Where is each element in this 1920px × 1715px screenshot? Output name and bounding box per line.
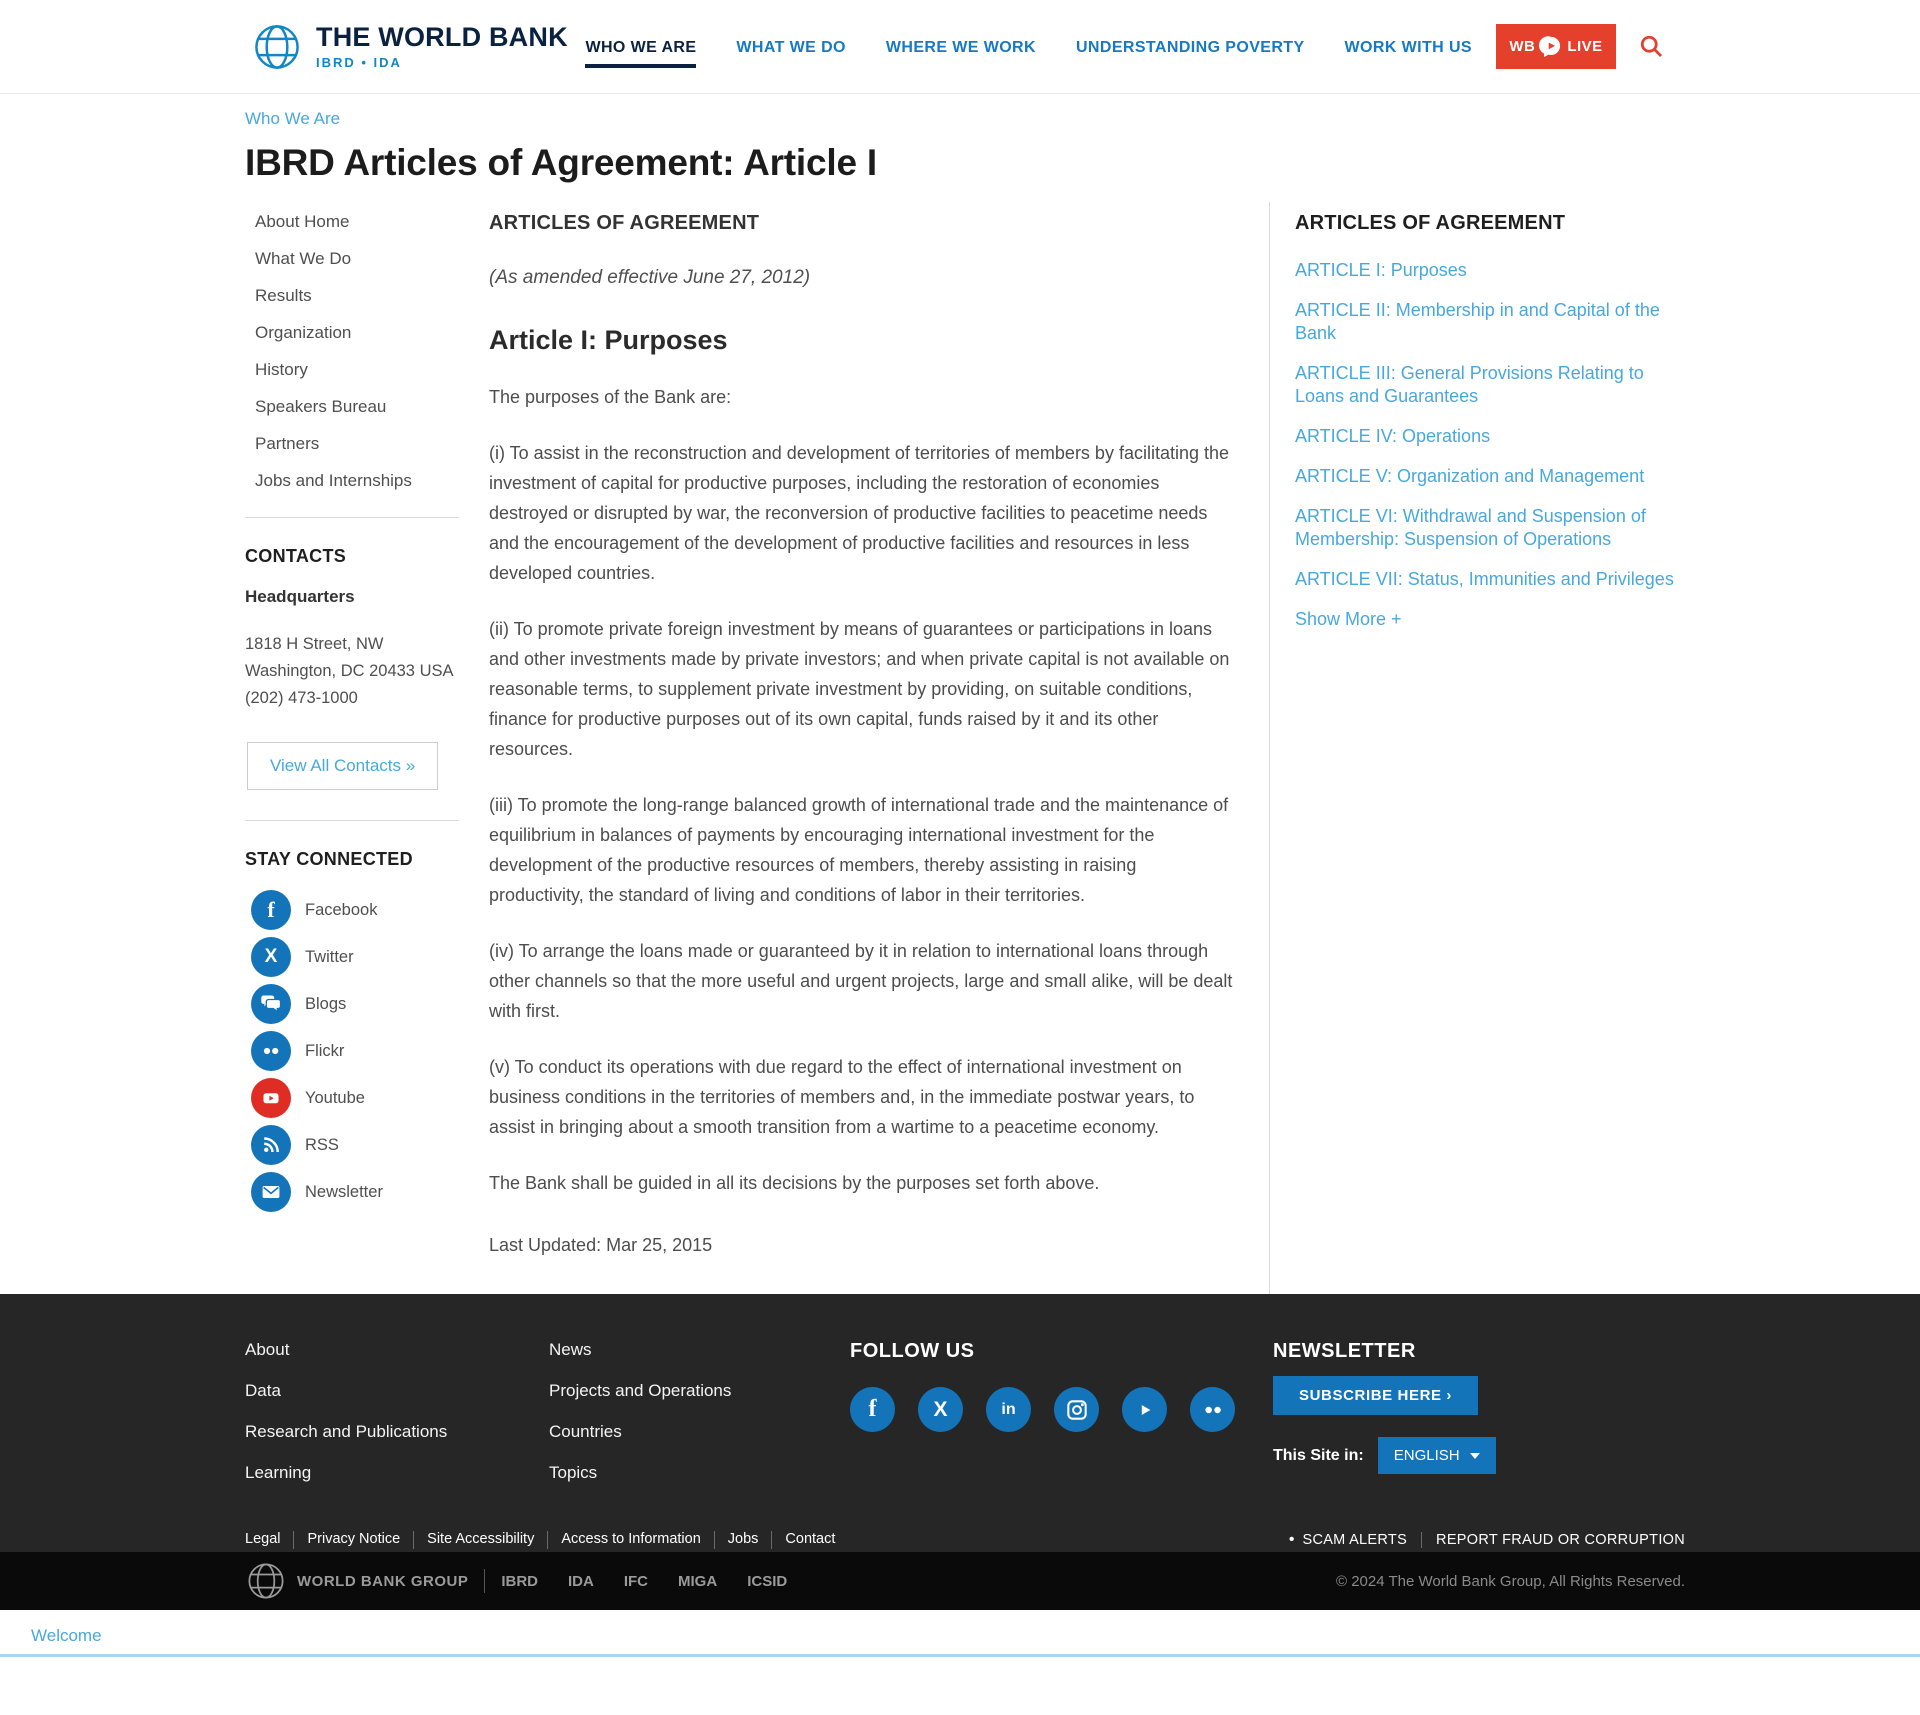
articles-heading: ARTICLES OF AGREEMENT [1295, 212, 1566, 234]
view-all-contacts-button[interactable]: View All Contacts » [247, 742, 438, 790]
report-fraud-link[interactable]: REPORT FRAUD OR CORRUPTION [1436, 1532, 1685, 1548]
sidebar-item-organization[interactable]: Organization [255, 323, 352, 342]
footer-column-2 [549, 1340, 850, 1504]
sidebar-item-speakers-bureau[interactable]: Speakers Bureau [255, 397, 387, 416]
site-footer [0, 1294, 1920, 1552]
paragraph-i: (i) To assist in the reconstruction and development of territories of members by facilitating the investment of capital for productive purposes, including the restoration of economies destroyed or disrupted by war, the reconversion of productive facilities to peacetime needs and the encouragement of the development of productive facilities and resources in less developed countries. [489, 443, 1230, 583]
site-accessibility-link[interactable]: Site Accessibility [414, 1531, 548, 1549]
contact-address-line1: 1818 H Street, NW [245, 635, 384, 653]
copyright-text: © 2024 The World Bank Group, All Rights Reserved. [1335, 1572, 1685, 1590]
article-link-6[interactable]: ARTICLE VI: Withdrawal and Suspension of Membership: Suspension of Operations [1295, 506, 1646, 549]
site-header [0, 0, 1920, 94]
footer-twitter-x-icon[interactable]: X [918, 1387, 963, 1432]
sidebar-item-about-home[interactable]: About Home [255, 212, 350, 231]
twitter-x-icon: X [251, 937, 291, 977]
ifc-link[interactable]: IFC [623, 1572, 649, 1590]
article-link-5[interactable]: ARTICLE V: Organization and Management [1295, 466, 1645, 486]
footer-flickr-icon[interactable] [1190, 1387, 1235, 1432]
stay-connected-heading: STAY CONNECTED [245, 849, 413, 869]
flickr-icon [251, 1031, 291, 1071]
footer-newsletter [1273, 1340, 1685, 1504]
paragraph-v: (v) To conduct its operations with due regard to the effect of international investment on business conditions in the territories of members and, in the immediate postwar years, to assist in bringing about a smooth transition from a wartime to a peacetime economy. [489, 1057, 1195, 1137]
contact-address-line2: Washington, DC 20433 USA [245, 662, 454, 680]
sidebar-item-history[interactable]: History [255, 360, 308, 379]
footer-follow-us [850, 1340, 1273, 1504]
footer-brand-bar [0, 1552, 1920, 1610]
legal-link[interactable]: Legal [245, 1531, 294, 1549]
right-sidebar [1269, 202, 1685, 1294]
social-facebook[interactable]: f Facebook [251, 890, 459, 930]
nav-who-we-are[interactable]: WHO WE ARE [585, 31, 696, 68]
welcome-chat-link[interactable]: Welcome [31, 1626, 102, 1645]
icsid-link[interactable]: ICSID [747, 1572, 788, 1590]
sidebar-item-what-we-do[interactable]: What We Do [255, 249, 352, 268]
sidebar-item-results[interactable]: Results [255, 286, 312, 305]
access-to-information-link[interactable]: Access to Information [548, 1531, 714, 1549]
scam-alerts-link[interactable]: SCAM ALERTS [1302, 1532, 1408, 1548]
social-rss[interactable]: RSS [251, 1125, 459, 1165]
footer-legal-links [245, 1531, 848, 1549]
follow-us-heading: FOLLOW US [850, 1340, 975, 1362]
newsletter-heading: NEWSLETTER [1273, 1340, 1416, 1362]
breadcrumb[interactable]: Who We Are [245, 109, 341, 128]
jobs-link[interactable]: Jobs [715, 1531, 773, 1549]
nav-understanding-poverty[interactable]: UNDERSTANDING POVERTY [1075, 39, 1305, 56]
privacy-notice-link[interactable]: Privacy Notice [294, 1531, 414, 1549]
divider [245, 820, 459, 821]
footer-link-research[interactable]: Research and Publications [245, 1422, 448, 1441]
page-container [0, 94, 1920, 1294]
search-icon[interactable] [1638, 33, 1665, 60]
section-heading: ARTICLES OF AGREEMENT [489, 212, 760, 234]
footer-link-news[interactable]: News [549, 1340, 592, 1359]
logo-subtitle: IBRD • IDA [316, 54, 402, 70]
divider [484, 1569, 485, 1593]
article-heading: Article I: Purposes [489, 325, 728, 355]
main-nav [585, 25, 1472, 68]
footer-link-data[interactable]: Data [245, 1381, 281, 1400]
subscribe-button[interactable]: SUBSCRIBE HERE › [1273, 1376, 1478, 1415]
footer-link-about[interactable]: About [245, 1340, 290, 1359]
article-link-1[interactable]: ARTICLE I: Purposes [1295, 260, 1467, 280]
sidebar-item-partners[interactable]: Partners [255, 434, 320, 453]
nav-what-we-do[interactable]: WHAT WE DO [736, 39, 846, 56]
footer-link-topics[interactable]: Topics [549, 1463, 598, 1482]
article-link-4[interactable]: ARTICLE IV: Operations [1295, 426, 1491, 446]
contact-link[interactable]: Contact [785, 1531, 836, 1547]
social-flickr[interactable]: Flickr [251, 1031, 459, 1071]
page-title: IBRD Articles of Agreement: Article I [245, 142, 878, 183]
logo-title: THE WORLD BANK [316, 21, 568, 52]
paragraph-iii: (iii) To promote the long-range balanced growth of international trade and the maintenance of equilibrium in balances of payments by encouraging international investment for the development of the productive resources of members, thereby assisting in raising productivity, the standard of living and conditions of labor in their territories. [489, 795, 1229, 905]
article-link-7[interactable]: ARTICLE VII: Status, Immunities and Privileges [1295, 569, 1674, 589]
amended-note: (As amended effective June 27, 2012) [489, 267, 811, 288]
world-bank-group-globe-icon [245, 1560, 287, 1602]
article-link-3[interactable]: ARTICLE III: General Provisions Relating to Loans and Guarantees [1295, 363, 1644, 406]
rss-icon [251, 1125, 291, 1165]
nav-work-with-us[interactable]: WORK WITH US [1344, 39, 1472, 56]
world-bank-group-link[interactable]: WORLD BANK GROUP [297, 1572, 469, 1590]
footer-column-1 [245, 1340, 549, 1504]
bullet-icon: • [1288, 1531, 1295, 1548]
footer-linkedin-icon[interactable]: in [986, 1387, 1031, 1432]
social-youtube[interactable]: Youtube [251, 1078, 459, 1118]
world-bank-logo[interactable] [251, 21, 568, 73]
nav-where-we-work[interactable]: WHERE WE WORK [885, 39, 1036, 56]
footer-facebook-icon[interactable]: f [850, 1387, 895, 1432]
social-newsletter[interactable]: Newsletter [251, 1172, 459, 1212]
divider [245, 517, 459, 518]
last-updated: Last Updated: Mar 25, 2015 [489, 1235, 713, 1255]
wb-live-button[interactable]: WB LIVE [1496, 24, 1616, 69]
paragraph-iv: (iv) To arrange the loans made or guaranteed by it in relation to international loans through other channels so that the more useful and urgent projects, large and small alike, will be dealt with first. [489, 941, 1233, 1021]
language-dropdown[interactable]: ENGLISH [1378, 1437, 1496, 1474]
blogs-icon [251, 984, 291, 1024]
contacts-subheading: Headquarters [245, 587, 355, 606]
page-bottom [0, 1610, 1920, 1657]
footer-link-projects[interactable]: Projects and Operations [549, 1381, 732, 1400]
facebook-icon: f [251, 890, 291, 930]
youtube-icon [251, 1078, 291, 1118]
paragraph-ii: (ii) To promote private foreign investment by means of guarantees or participations in loans and other investments made by private investors; and when private capital is not available on reasonable terms, to supplement private investment by providing, on suitable conditions, finance for productive purposes out of its own capital, funds raised by it and its other resources. [489, 619, 1230, 759]
chevron-down-icon [1470, 1453, 1480, 1459]
miga-link[interactable]: MIGA [678, 1572, 718, 1590]
intro-paragraph: The purposes of the Bank are: [489, 387, 732, 407]
live-bubble-play-icon [1538, 34, 1564, 60]
main-content [489, 202, 1236, 1294]
closing-paragraph: The Bank shall be guided in all its decisions by the purposes set forth above. [489, 1173, 1100, 1193]
site-language-label: This Site in: [1273, 1446, 1364, 1464]
contacts-heading: CONTACTS [245, 546, 347, 566]
social-blogs[interactable]: Blogs [251, 984, 459, 1024]
article-link-2[interactable]: ARTICLE II: Membership in and Capital of the Bank [1295, 300, 1660, 343]
show-more-link[interactable]: Show More + [1295, 609, 1402, 629]
left-sidebar [245, 202, 459, 1294]
footer-link-countries[interactable]: Countries [549, 1422, 622, 1441]
footer-alerts [1289, 1531, 1685, 1549]
ibrd-link[interactable]: IBRD [501, 1572, 538, 1590]
footer-youtube-icon[interactable] [1122, 1387, 1167, 1432]
social-twitter[interactable]: X Twitter [251, 937, 459, 977]
contact-phone: (202) 473-1000 [245, 689, 358, 707]
globe-icon [251, 21, 303, 73]
newsletter-envelope-icon [251, 1172, 291, 1212]
footer-instagram-icon[interactable] [1054, 1387, 1099, 1432]
sidebar-item-jobs-internships[interactable]: Jobs and Internships [255, 471, 412, 490]
divider [1421, 1532, 1422, 1548]
ida-link[interactable]: IDA [568, 1572, 594, 1590]
left-sidebar-nav [245, 212, 459, 491]
footer-link-learning[interactable]: Learning [245, 1463, 312, 1482]
